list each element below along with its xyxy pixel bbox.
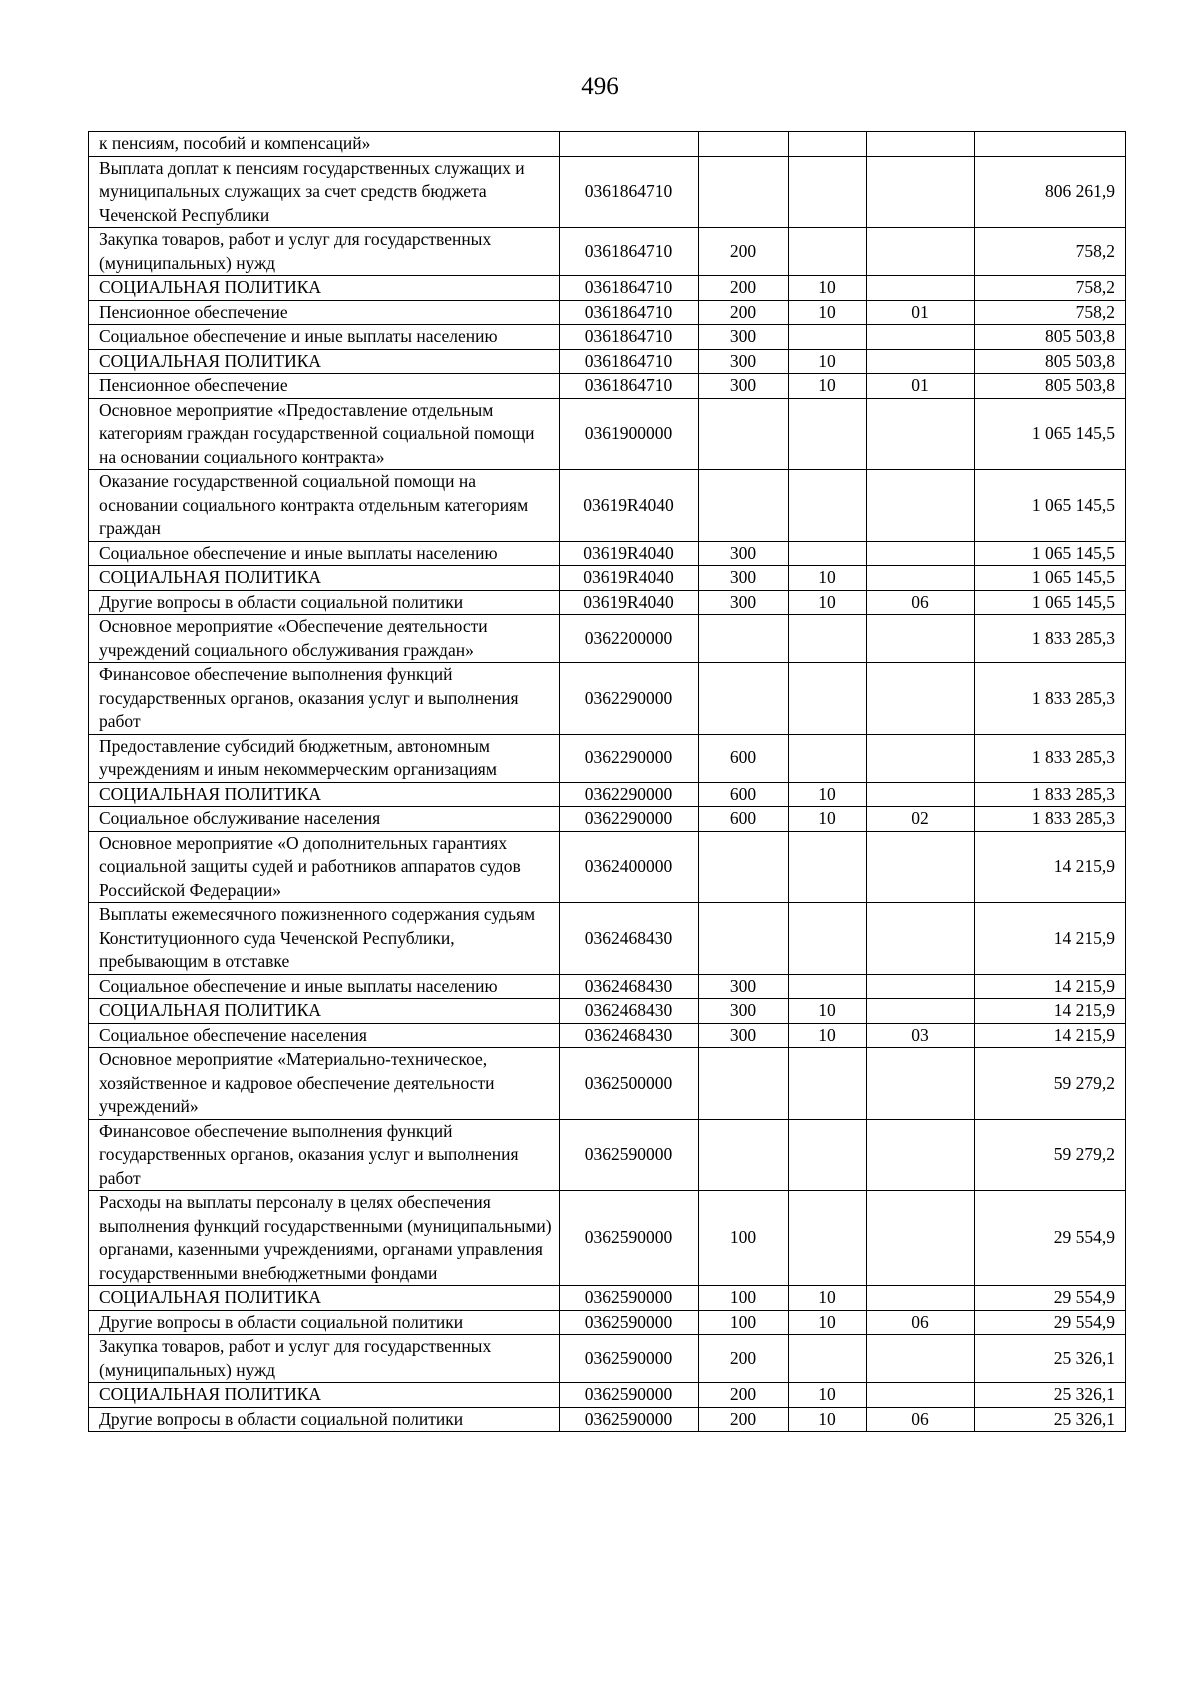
cell-amount: 1 833 285,3 — [975, 615, 1126, 663]
cell-name: Пенсионное обеспечение — [89, 374, 560, 399]
cell-name: Социальное обеспечение и иные выплаты населению — [89, 325, 560, 350]
cell-name: Социальное обеспечение населения — [89, 1023, 560, 1048]
cell-subsection-code: 06 — [867, 1407, 975, 1432]
cell-subsection-code — [867, 541, 975, 566]
table-row — [89, 1048, 1126, 1120]
cell-target-article-code: 0362290000 — [560, 782, 699, 807]
table-row — [89, 974, 1126, 999]
cell-subsection-code — [867, 470, 975, 542]
table-row — [89, 734, 1126, 782]
cell-amount: 14 215,9 — [975, 974, 1126, 999]
cell-section-code — [789, 228, 867, 276]
cell-section-code: 10 — [789, 1023, 867, 1048]
cell-amount: 29 554,9 — [975, 1191, 1126, 1286]
cell-subsection-code: 03 — [867, 1023, 975, 1048]
cell-target-article-code: 0362590000 — [560, 1407, 699, 1432]
cell-target-article-code: 0362468430 — [560, 903, 699, 975]
cell-amount: 1 065 145,5 — [975, 541, 1126, 566]
cell-expense-type-code: 300 — [699, 325, 789, 350]
cell-name: Социальное обеспечение и иные выплаты населению — [89, 974, 560, 999]
cell-name: СОЦИАЛЬНАЯ ПОЛИТИКА — [89, 782, 560, 807]
cell-target-article-code: 0362290000 — [560, 734, 699, 782]
table-row — [89, 276, 1126, 301]
cell-section-code: 10 — [789, 300, 867, 325]
cell-name: Основное мероприятие «О дополнительных гарантиях социальной защиты судей и работников аппаратов судов Российской Федерации» — [89, 831, 560, 903]
cell-subsection-code: 01 — [867, 374, 975, 399]
page-number: 496 — [581, 73, 619, 100]
cell-section-code — [789, 470, 867, 542]
cell-expense-type-code — [699, 470, 789, 542]
cell-name: к пенсиям, пособий и компенсаций» — [89, 132, 560, 157]
cell-section-code — [789, 541, 867, 566]
cell-target-article-code: 0362590000 — [560, 1335, 699, 1383]
cell-target-article-code: 03619R4040 — [560, 566, 699, 591]
cell-name: Выплаты ежемесячного пожизненного содержания судьям Конституционного суда Чеченской Республики, пребывающим в отставке — [89, 903, 560, 975]
cell-section-code — [789, 663, 867, 735]
cell-section-code — [789, 325, 867, 350]
cell-expense-type-code — [699, 156, 789, 228]
cell-amount: 1 833 285,3 — [975, 782, 1126, 807]
cell-section-code — [789, 156, 867, 228]
cell-amount: 25 326,1 — [975, 1383, 1126, 1408]
cell-amount — [975, 132, 1126, 157]
cell-target-article-code: 0362290000 — [560, 807, 699, 832]
cell-name: Финансовое обеспечение выполнения функций государственных органов, оказания услуг и выполнения работ — [89, 1119, 560, 1191]
cell-amount: 1 833 285,3 — [975, 734, 1126, 782]
table-row — [89, 663, 1126, 735]
cell-expense-type-code: 200 — [699, 1335, 789, 1383]
cell-expense-type-code: 300 — [699, 974, 789, 999]
table-row — [89, 1119, 1126, 1191]
cell-amount: 1 833 285,3 — [975, 663, 1126, 735]
cell-name: Основное мероприятие «Материально-техническое, хозяйственное и кадровое обеспечение деятельности учреждений» — [89, 1048, 560, 1120]
cell-name: Пенсионное обеспечение — [89, 300, 560, 325]
table-row — [89, 228, 1126, 276]
cell-expense-type-code: 300 — [699, 374, 789, 399]
cell-name: Другие вопросы в области социальной политики — [89, 1310, 560, 1335]
cell-section-code — [789, 831, 867, 903]
cell-target-article-code: 0362590000 — [560, 1383, 699, 1408]
cell-section-code — [789, 974, 867, 999]
budget-table-body — [89, 132, 1126, 1432]
table-row — [89, 374, 1126, 399]
cell-expense-type-code — [699, 663, 789, 735]
cell-subsection-code — [867, 999, 975, 1024]
cell-amount: 805 503,8 — [975, 374, 1126, 399]
cell-target-article-code: 0361864710 — [560, 349, 699, 374]
cell-subsection-code — [867, 566, 975, 591]
cell-subsection-code — [867, 276, 975, 301]
cell-amount: 14 215,9 — [975, 999, 1126, 1024]
table-row — [89, 903, 1126, 975]
table-row — [89, 156, 1126, 228]
cell-amount: 14 215,9 — [975, 1023, 1126, 1048]
cell-section-code — [789, 734, 867, 782]
cell-target-article-code: 03619R4040 — [560, 470, 699, 542]
cell-expense-type-code: 100 — [699, 1191, 789, 1286]
cell-expense-type-code: 300 — [699, 566, 789, 591]
table-row — [89, 470, 1126, 542]
cell-section-code: 10 — [789, 566, 867, 591]
table-row — [89, 1023, 1126, 1048]
cell-expense-type-code — [699, 831, 789, 903]
cell-expense-type-code — [699, 132, 789, 157]
cell-name: СОЦИАЛЬНАЯ ПОЛИТИКА — [89, 1286, 560, 1311]
cell-expense-type-code: 600 — [699, 807, 789, 832]
cell-expense-type-code: 300 — [699, 541, 789, 566]
cell-target-article-code: 0362500000 — [560, 1048, 699, 1120]
table-row — [89, 325, 1126, 350]
cell-subsection-code — [867, 1048, 975, 1120]
cell-name: СОЦИАЛЬНАЯ ПОЛИТИКА — [89, 999, 560, 1024]
table-row — [89, 349, 1126, 374]
cell-section-code: 10 — [789, 1286, 867, 1311]
table-row — [89, 1383, 1126, 1408]
table-row — [89, 1335, 1126, 1383]
cell-subsection-code — [867, 782, 975, 807]
cell-section-code: 10 — [789, 374, 867, 399]
cell-subsection-code: 06 — [867, 1310, 975, 1335]
table-row — [89, 999, 1126, 1024]
table-row — [89, 807, 1126, 832]
cell-name: Выплата доплат к пенсиям государственных служащих и муниципальных служащих за счет средств бюджета Чеченской Республики — [89, 156, 560, 228]
table-row — [89, 831, 1126, 903]
table-row — [89, 1310, 1126, 1335]
cell-amount: 805 503,8 — [975, 349, 1126, 374]
cell-amount: 59 279,2 — [975, 1048, 1126, 1120]
cell-expense-type-code — [699, 615, 789, 663]
cell-amount: 14 215,9 — [975, 831, 1126, 903]
cell-name: Другие вопросы в области социальной политики — [89, 590, 560, 615]
cell-target-article-code: 0361864710 — [560, 300, 699, 325]
cell-section-code — [789, 1119, 867, 1191]
cell-subsection-code — [867, 1335, 975, 1383]
cell-expense-type-code: 200 — [699, 1383, 789, 1408]
cell-target-article-code: 0362200000 — [560, 615, 699, 663]
cell-expense-type-code: 100 — [699, 1310, 789, 1335]
cell-section-code: 10 — [789, 782, 867, 807]
cell-section-code: 10 — [789, 276, 867, 301]
cell-expense-type-code: 100 — [699, 1286, 789, 1311]
cell-name: Социальное обслуживание населения — [89, 807, 560, 832]
cell-subsection-code — [867, 1383, 975, 1408]
table-row — [89, 1286, 1126, 1311]
cell-target-article-code: 0362468430 — [560, 999, 699, 1024]
table-row — [89, 615, 1126, 663]
table-row — [89, 566, 1126, 591]
cell-name: Закупка товаров, работ и услуг для государственных (муниципальных) нужд — [89, 1335, 560, 1383]
table-row — [89, 300, 1126, 325]
table-row — [89, 590, 1126, 615]
cell-section-code — [789, 1048, 867, 1120]
cell-section-code: 10 — [789, 1383, 867, 1408]
cell-name: Предоставление субсидий бюджетным, автономным учреждениям и иным некоммерческим организациям — [89, 734, 560, 782]
cell-expense-type-code — [699, 903, 789, 975]
cell-amount: 25 326,1 — [975, 1407, 1126, 1432]
cell-subsection-code — [867, 325, 975, 350]
cell-section-code — [789, 903, 867, 975]
cell-target-article-code: 0361864710 — [560, 374, 699, 399]
cell-name: Финансовое обеспечение выполнения функций государственных органов, оказания услуг и выполнения работ — [89, 663, 560, 735]
cell-expense-type-code: 200 — [699, 228, 789, 276]
cell-section-code: 10 — [789, 999, 867, 1024]
cell-subsection-code — [867, 228, 975, 276]
cell-target-article-code: 0362468430 — [560, 1023, 699, 1048]
cell-subsection-code — [867, 1191, 975, 1286]
cell-amount: 1 065 145,5 — [975, 566, 1126, 591]
cell-section-code: 10 — [789, 349, 867, 374]
cell-subsection-code — [867, 615, 975, 663]
cell-section-code — [789, 1335, 867, 1383]
cell-subsection-code — [867, 156, 975, 228]
cell-target-article-code — [560, 132, 699, 157]
cell-amount: 1 065 145,5 — [975, 470, 1126, 542]
cell-amount: 59 279,2 — [975, 1119, 1126, 1191]
cell-amount: 1 833 285,3 — [975, 807, 1126, 832]
cell-name: СОЦИАЛЬНАЯ ПОЛИТИКА — [89, 276, 560, 301]
cell-subsection-code — [867, 903, 975, 975]
cell-amount: 1 065 145,5 — [975, 590, 1126, 615]
cell-subsection-code — [867, 349, 975, 374]
cell-name: Расходы на выплаты персоналу в целях обеспечения выполнения функций государственными (муниципальными) органами, казенными учреждениями, органами управления государственными внебюджетными фондами — [89, 1191, 560, 1286]
cell-section-code: 10 — [789, 1310, 867, 1335]
cell-target-article-code: 03619R4040 — [560, 590, 699, 615]
cell-subsection-code — [867, 1286, 975, 1311]
cell-target-article-code: 0361864710 — [560, 325, 699, 350]
cell-subsection-code: 01 — [867, 300, 975, 325]
cell-subsection-code — [867, 398, 975, 470]
cell-name: Основное мероприятие «Предоставление отдельным категориям граждан государственной социальной помощи на основании социального контракта» — [89, 398, 560, 470]
cell-expense-type-code: 200 — [699, 276, 789, 301]
budget-table — [88, 131, 1126, 1432]
cell-name: СОЦИАЛЬНАЯ ПОЛИТИКА — [89, 566, 560, 591]
cell-name: Основное мероприятие «Обеспечение деятельности учреждений социального обслуживания граждан» — [89, 615, 560, 663]
cell-expense-type-code: 300 — [699, 999, 789, 1024]
cell-expense-type-code — [699, 398, 789, 470]
table-row — [89, 132, 1126, 157]
cell-target-article-code: 0362400000 — [560, 831, 699, 903]
cell-subsection-code — [867, 734, 975, 782]
cell-subsection-code: 02 — [867, 807, 975, 832]
cell-amount: 758,2 — [975, 228, 1126, 276]
table-row — [89, 1407, 1126, 1432]
cell-section-code — [789, 1191, 867, 1286]
cell-expense-type-code: 300 — [699, 349, 789, 374]
cell-section-code: 10 — [789, 1407, 867, 1432]
cell-subsection-code — [867, 1119, 975, 1191]
table-row — [89, 1191, 1126, 1286]
cell-subsection-code: 06 — [867, 590, 975, 615]
cell-target-article-code: 0361864710 — [560, 276, 699, 301]
cell-section-code — [789, 132, 867, 157]
cell-name: Социальное обеспечение и иные выплаты населению — [89, 541, 560, 566]
table-row — [89, 541, 1126, 566]
cell-name: СОЦИАЛЬНАЯ ПОЛИТИКА — [89, 349, 560, 374]
cell-expense-type-code: 600 — [699, 782, 789, 807]
cell-target-article-code: 0361900000 — [560, 398, 699, 470]
cell-amount: 1 065 145,5 — [975, 398, 1126, 470]
cell-target-article-code: 0362468430 — [560, 974, 699, 999]
cell-section-code: 10 — [789, 590, 867, 615]
cell-subsection-code — [867, 831, 975, 903]
cell-amount: 758,2 — [975, 300, 1126, 325]
cell-expense-type-code: 600 — [699, 734, 789, 782]
cell-target-article-code: 03619R4040 — [560, 541, 699, 566]
cell-expense-type-code: 200 — [699, 300, 789, 325]
cell-name: СОЦИАЛЬНАЯ ПОЛИТИКА — [89, 1383, 560, 1408]
table-row — [89, 782, 1126, 807]
cell-amount: 25 326,1 — [975, 1335, 1126, 1383]
cell-amount: 758,2 — [975, 276, 1126, 301]
cell-name: Закупка товаров, работ и услуг для государственных (муниципальных) нужд — [89, 228, 560, 276]
cell-expense-type-code: 300 — [699, 590, 789, 615]
cell-subsection-code — [867, 663, 975, 735]
cell-target-article-code: 0361864710 — [560, 156, 699, 228]
cell-section-code: 10 — [789, 807, 867, 832]
cell-name: Оказание государственной социальной помощи на основании социального контракта отдельным категориям граждан — [89, 470, 560, 542]
cell-expense-type-code: 300 — [699, 1023, 789, 1048]
cell-name: Другие вопросы в области социальной политики — [89, 1407, 560, 1432]
cell-subsection-code — [867, 974, 975, 999]
cell-target-article-code: 0362590000 — [560, 1310, 699, 1335]
cell-section-code — [789, 615, 867, 663]
cell-subsection-code — [867, 132, 975, 157]
cell-section-code — [789, 398, 867, 470]
table-row — [89, 398, 1126, 470]
cell-amount: 29 554,9 — [975, 1310, 1126, 1335]
cell-target-article-code: 0362290000 — [560, 663, 699, 735]
cell-target-article-code: 0362590000 — [560, 1286, 699, 1311]
cell-amount: 29 554,9 — [975, 1286, 1126, 1311]
cell-expense-type-code — [699, 1119, 789, 1191]
cell-target-article-code: 0362590000 — [560, 1119, 699, 1191]
cell-target-article-code: 0362590000 — [560, 1191, 699, 1286]
cell-amount: 805 503,8 — [975, 325, 1126, 350]
cell-target-article-code: 0361864710 — [560, 228, 699, 276]
cell-expense-type-code — [699, 1048, 789, 1120]
cell-amount: 14 215,9 — [975, 903, 1126, 975]
cell-expense-type-code: 200 — [699, 1407, 789, 1432]
cell-amount: 806 261,9 — [975, 156, 1126, 228]
